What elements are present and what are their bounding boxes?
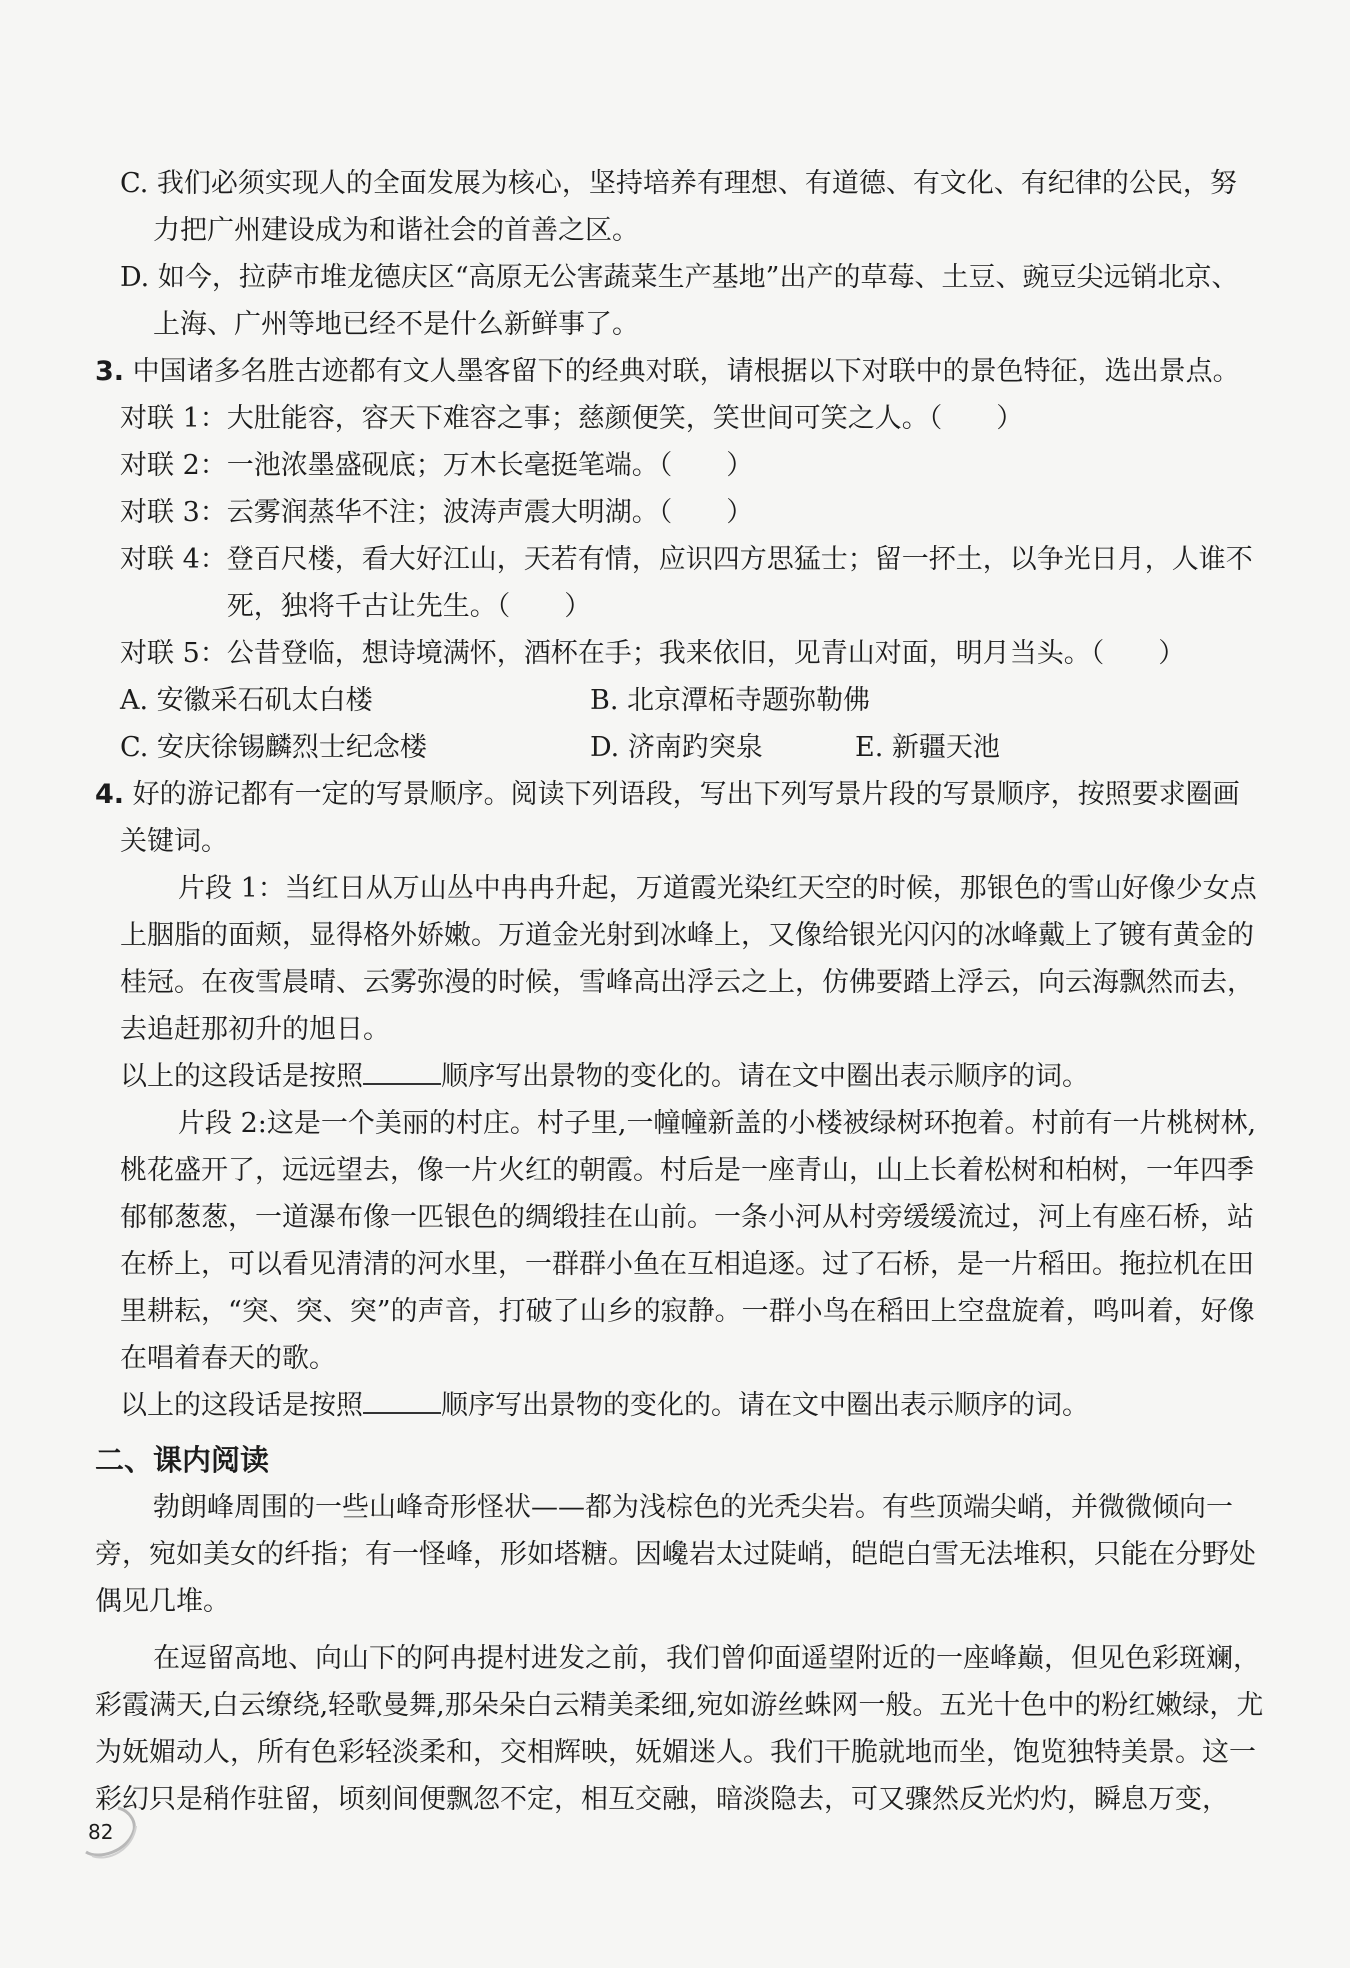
question-4-cont: 关键词。 bbox=[120, 826, 228, 857]
option-c-line: C. 我们必须实现人的全面发展为核心，坚持培养有理想、有道德、有文化、有纪律的公民，努 bbox=[120, 168, 1237, 199]
answer-row-2 bbox=[95, 724, 1275, 771]
page-content bbox=[95, 160, 1275, 1823]
couplet-text: 大肚能容，容天下难容之事；慈颜便笑，笑世间可笑之人。（ ） bbox=[226, 403, 1024, 434]
fill-line-2 bbox=[95, 1382, 1275, 1429]
question-4-number: 4. bbox=[95, 779, 125, 810]
fill-prefix: 以上的这段话是按照 bbox=[120, 1390, 363, 1421]
option-d-line: D. 如今，拉萨市堆龙德庆区“高原无公害蔬菜生产基地”出产的草莓、土豆、豌豆尖远销北京、 bbox=[120, 262, 1239, 293]
option-d-cont: 上海、广州等地已经不是什么新鲜事了。 bbox=[153, 309, 639, 340]
couplet-5 bbox=[95, 630, 1275, 677]
couplet-text: 登百尺楼，看大好江山，天若有情，应识四方思猛士；留一抔土，以争光日月，人谁不死，独将千古让先生。（ ） bbox=[226, 544, 1253, 622]
excerpt-1: 片段 1：当红日从万山丛中冉冉升起，万道霞光染红天空的时候，那银色的雪山好像少女点上胭脂的面颊，显得格外娇嫩。万道金光射到冰峰上，又像给银光闪闪的冰峰戴上了镀有黄金的桂冠。在夜雪晨晴、云雾弥漫的时候，雪峰高出浮云之上，仿佛要踏上浮云，向云海飘然而去，去追赶那初升的旭日。 bbox=[120, 873, 1257, 1045]
option-c-cont: 力把广州建设成为和谐社会的首善之区。 bbox=[153, 215, 639, 246]
couplet-text: 一池浓墨盛砚底；万木长毫挺笔端。（ ） bbox=[226, 450, 754, 481]
couplet-text: 公昔登临，想诗境满怀，酒杯在手；我来依旧，见青山对面，明月当头。（ ） bbox=[226, 638, 1186, 669]
couplet-label: 对联 5： bbox=[120, 638, 227, 669]
couplet-label: 对联 3： bbox=[120, 497, 227, 528]
couplet-text: 云雾润蒸华不注；波涛声震大明湖。（ ） bbox=[226, 497, 754, 528]
page-number-badge bbox=[78, 1802, 140, 1864]
excerpt-2: 片段 2:这是一个美丽的村庄。村子里,一幢幢新盖的小楼被绿树环抱着。村前有一片桃树林,桃花盛开了，远远望去，像一片火红的朝霞。村后是一座青山，山上长着松树和柏树，一年四季郁郁葱葱，一道瀑布像一匹银色的绸缎挂在山前。一条小河从村旁缓缓流过，河上有座石桥，站在桥上，可以看见清清的河水里，一群群小鱼在互相追逐。过了石桥，是一片稻田。拖拉机在田里耕耘，“突、突、突”的声音，打破了山乡的寂静。一群小鸟在稻田上空盘旋着，鸣叫着，好像在唱着春天的歌。 bbox=[120, 1108, 1257, 1374]
answer-blank[interactable] bbox=[363, 1382, 441, 1414]
couplet-2 bbox=[95, 442, 1275, 489]
answer-d: D. 济南趵突泉 bbox=[590, 732, 763, 763]
reading-paragraph-1: 勃朗峰周围的一些山峰奇形怪状——都为浅棕色的光秃尖岩。有些顶端尖峭，并微微倾向一旁，宛如美女的纤指；有一怪峰，形如塔糖。因巉岩太过陡峭，皑皑白雪无法堆积，只能在分野处偶见几堆。 bbox=[95, 1492, 1256, 1617]
answer-row-1 bbox=[95, 677, 1275, 724]
couplet-4 bbox=[95, 536, 1275, 630]
couplet-label: 对联 1： bbox=[120, 403, 227, 434]
couplet-label: 对联 4： bbox=[120, 544, 227, 575]
question-3-text: 中国诸多名胜古迹都有文人墨客留下的经典对联，请根据以下对联中的景色特征，选出景点。 bbox=[132, 356, 1240, 387]
fill-prefix: 以上的这段话是按照 bbox=[120, 1061, 363, 1092]
couplet-label: 对联 2： bbox=[120, 450, 227, 481]
couplet-1 bbox=[95, 395, 1275, 442]
page-number: 82 bbox=[88, 1820, 114, 1844]
answer-a: A. 安徽采石矶太白楼 bbox=[120, 685, 373, 716]
question-3 bbox=[95, 348, 1275, 395]
fill-line-1 bbox=[95, 1053, 1275, 1100]
answer-blank[interactable] bbox=[363, 1053, 441, 1085]
section-heading: 二、课内阅读 bbox=[95, 1443, 270, 1477]
question-3-number: 3. bbox=[95, 356, 125, 387]
question-4 bbox=[95, 771, 1275, 818]
fill-suffix: 顺序写出景物的变化的。请在文中圈出表示顺序的词。 bbox=[441, 1061, 1089, 1092]
answer-b: B. 北京潭柘寺题弥勒佛 bbox=[590, 685, 871, 716]
answer-c: C. 安庆徐锡麟烈士纪念楼 bbox=[120, 732, 427, 763]
fill-suffix: 顺序写出景物的变化的。请在文中圈出表示顺序的词。 bbox=[441, 1390, 1089, 1421]
couplet-3 bbox=[95, 489, 1275, 536]
answer-e: E. 新疆天池 bbox=[855, 732, 1000, 763]
question-4-text: 好的游记都有一定的写景顺序。阅读下列语段，写出下列写景片段的写景顺序，按照要求圈画 bbox=[132, 779, 1240, 810]
reading-paragraph-2: 在逗留高地、向山下的阿冉提村进发之前，我们曾仰面遥望附近的一座峰巅，但见色彩斑斓，彩霞满天,白云缭绕,轻歌曼舞,那朵朵白云精美柔细,宛如游丝蛛网一般。五光十色中的粉红嫩绿，尤为妩媚动人，所有色彩轻淡柔和，交相辉映，妩媚迷人。我们干脆就地而坐，饱览独特美景。这一彩幻只是稍作驻留，顷刻间便飘忽不定，相互交融，暗淡隐去，可又骤然反光灼灼，瞬息万变， bbox=[95, 1643, 1264, 1815]
